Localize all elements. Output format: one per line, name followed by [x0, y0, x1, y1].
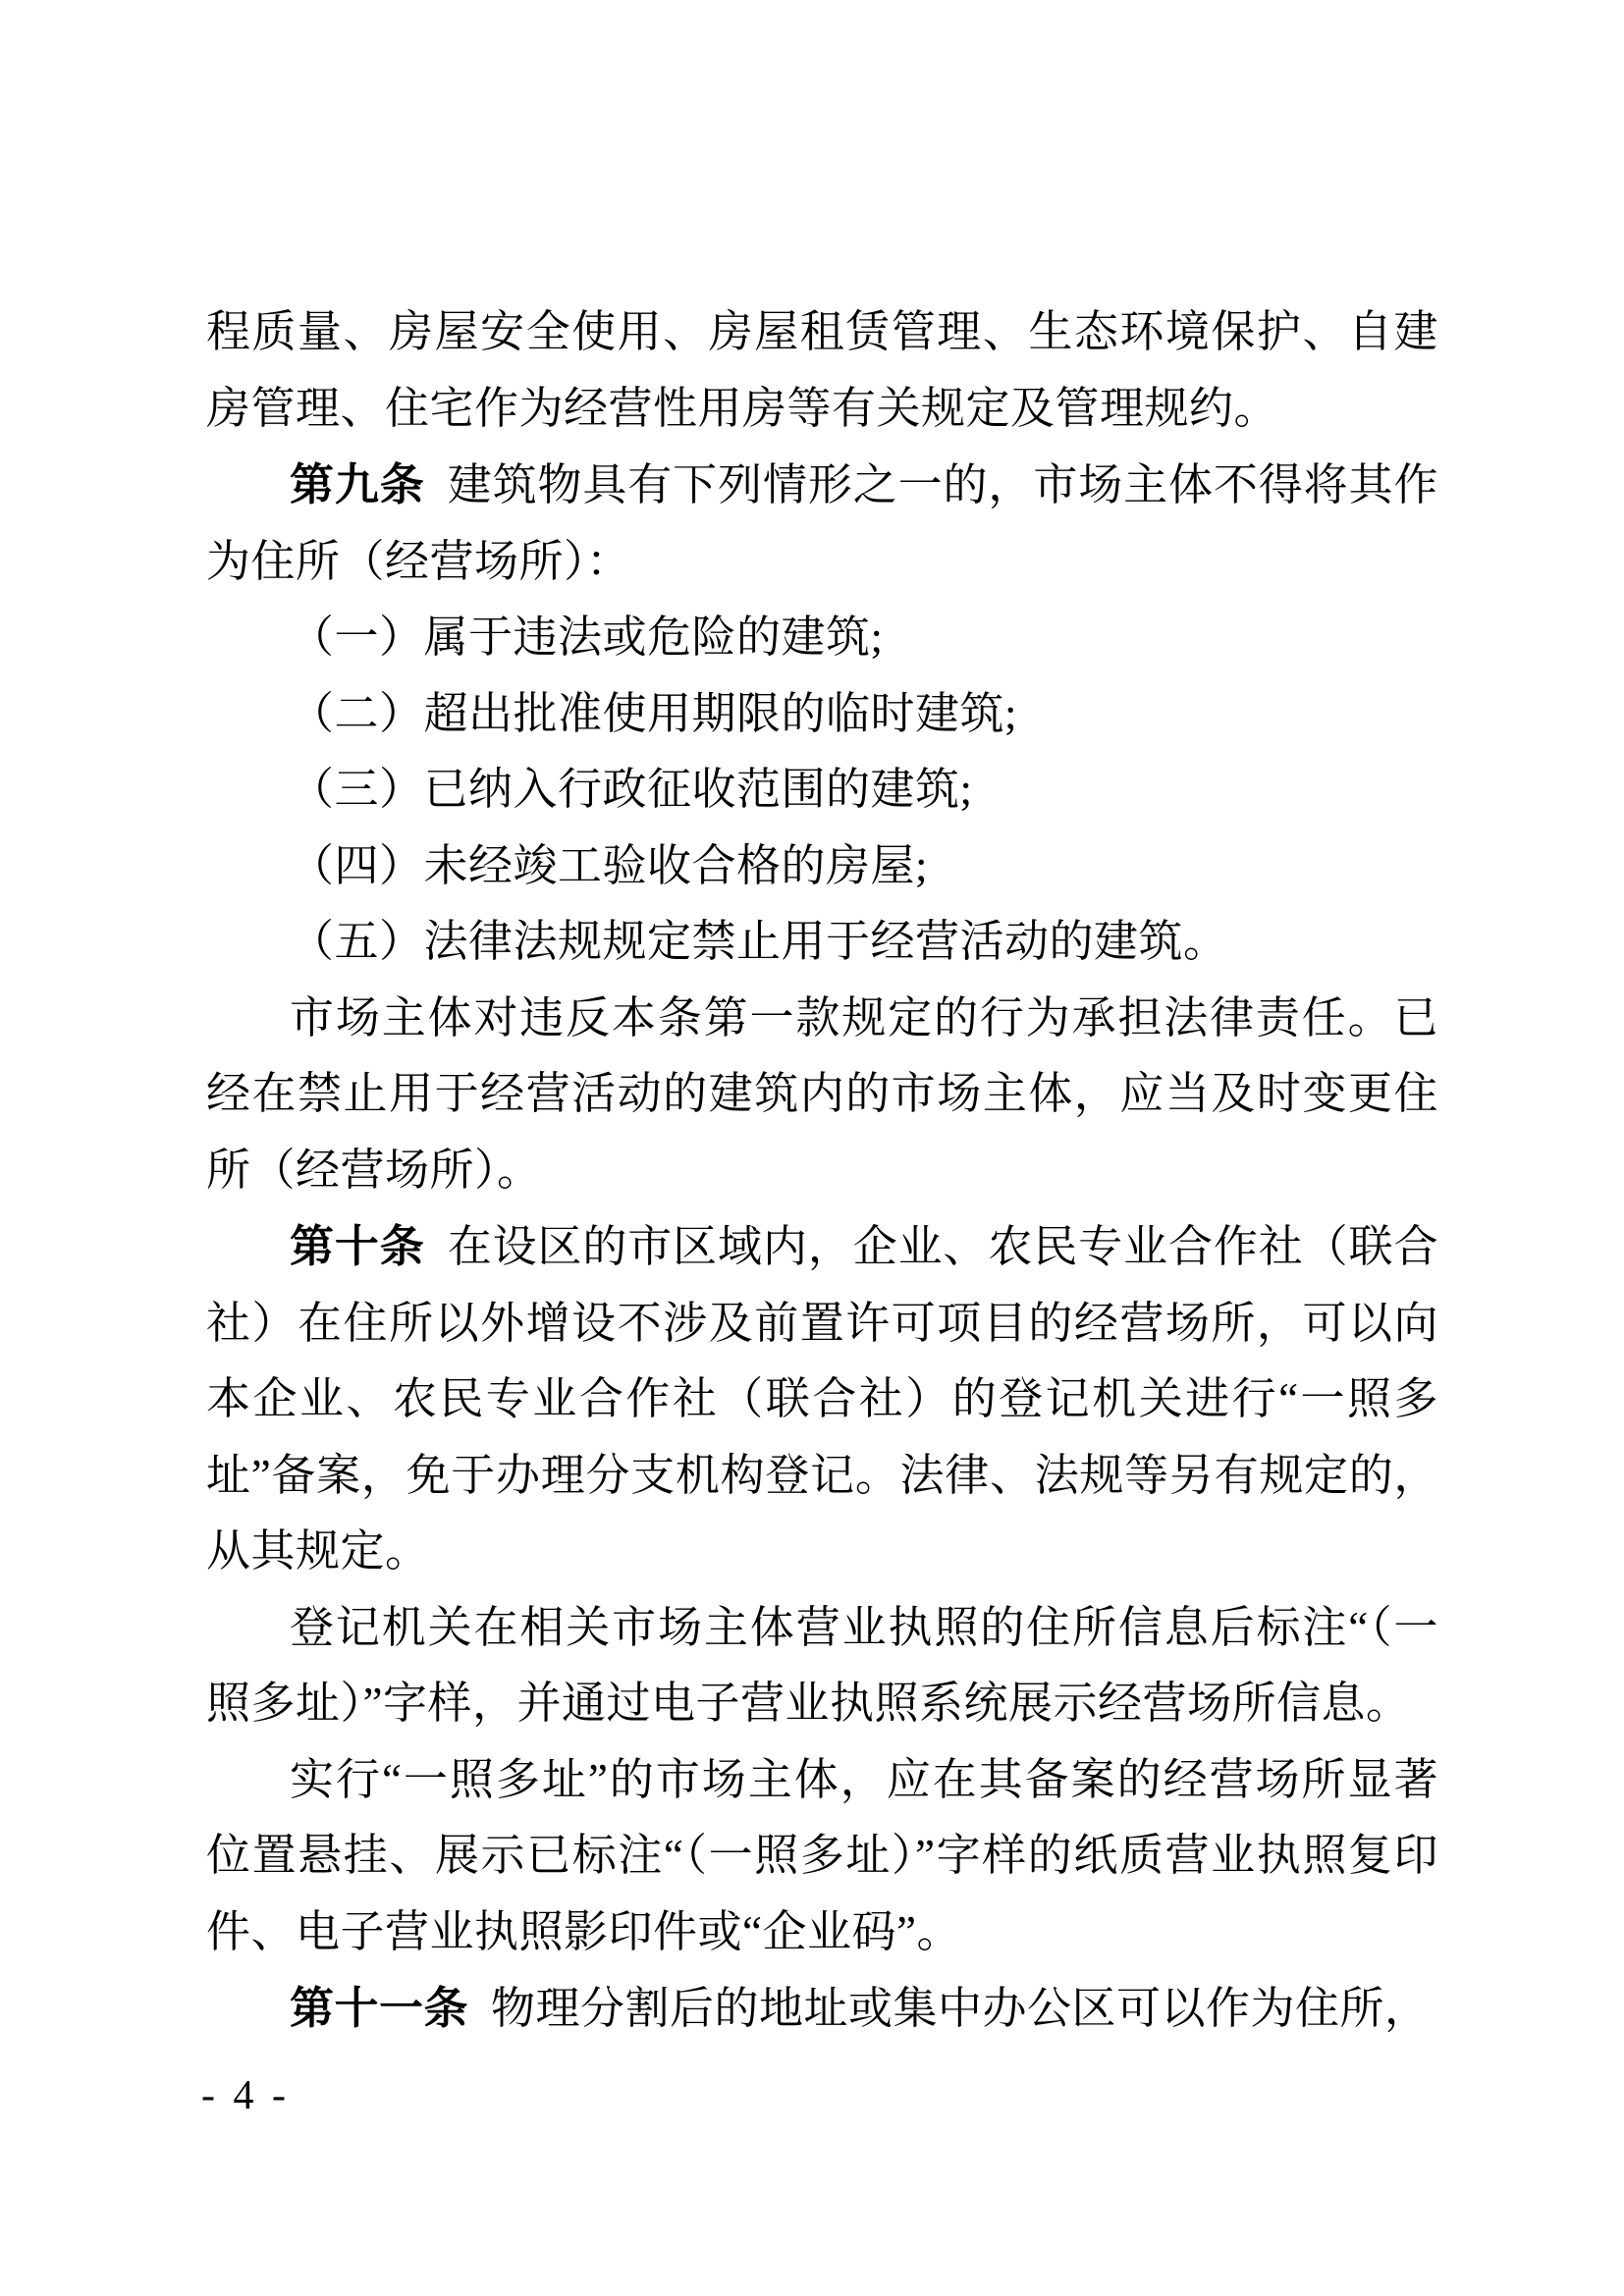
paragraph-display-requirement	[206, 1742, 1438, 1971]
article-10-number: 第十条	[290, 1221, 425, 1271]
list-item-3	[206, 752, 1438, 828]
paragraph-text: 程质量、房屋安全使用、房屋租赁管理、生态环境保护、自建房管理、住宅作为经营性用房等有关规定及管理规约。	[206, 307, 1438, 433]
article-11-number: 第十一条	[290, 1983, 469, 2033]
paragraph-article-9-liability	[206, 981, 1438, 1209]
paragraph-text: 在设区的市区域内，企业、农民专业合作社（联合社）在住所以外增设不涉及前置许可项目的经营场所，可以向本企业、农民专业合作社（联合社）的登记机关进行“一照多址”备案，免于办理分支机构登记。法律、法规等另有规定的，从其规定。	[206, 1222, 1438, 1575]
paragraph-text: （四）未经竣工验收合格的房屋;	[290, 840, 929, 890]
paragraph-text: 市场主体对违反本条第一款规定的行为承担法律责任。已经在禁止用于经营活动的建筑内的市场主体，应当及时变更住所（经营场所）。	[206, 992, 1438, 1195]
paragraph-article-9	[206, 447, 1438, 600]
document-body	[206, 294, 1438, 2048]
paragraph-text: 实行“一照多址”的市场主体，应在其备案的经营场所显著位置悬挂、展示已标注“（一照多址）”字样的纸质营业执照复印件、电子营业执照影印件或“企业码”。	[206, 1754, 1438, 1956]
article-9-number: 第九条	[290, 459, 425, 509]
paragraph-text: （二）超出批准使用期限的临时建筑;	[290, 688, 1018, 738]
paragraph-continuation	[206, 294, 1438, 447]
paragraph-text: 建筑物具有下列情形之一的，市场主体不得将其作为住所（经营场所）：	[206, 460, 1438, 586]
paragraph-article-11	[206, 1970, 1438, 2048]
list-item-1	[206, 600, 1438, 676]
list-item-2	[206, 676, 1438, 753]
paragraph-registration-note	[206, 1590, 1438, 1742]
paragraph-text: （一）属于违法或危险的建筑;	[290, 613, 884, 662]
list-item-5	[206, 904, 1438, 981]
paragraph-text: 物理分割后的地址或集中办公区可以作为住所，	[491, 1984, 1430, 2033]
paragraph-text: 登记机关在相关市场主体营业执照的住所信息后标注“（一照多址）”字样，并通过电子营业执照系统展示经营场所信息。	[206, 1602, 1438, 1728]
paragraph-text: （五）法律法规规定禁止用于经营活动的建筑。	[290, 917, 1228, 966]
paragraph-article-10	[206, 1208, 1438, 1590]
paragraph-text: （三）已纳入行政征收范围的建筑;	[290, 765, 973, 814]
list-item-4	[206, 828, 1438, 905]
page-number: - 4 -	[201, 2073, 290, 2118]
